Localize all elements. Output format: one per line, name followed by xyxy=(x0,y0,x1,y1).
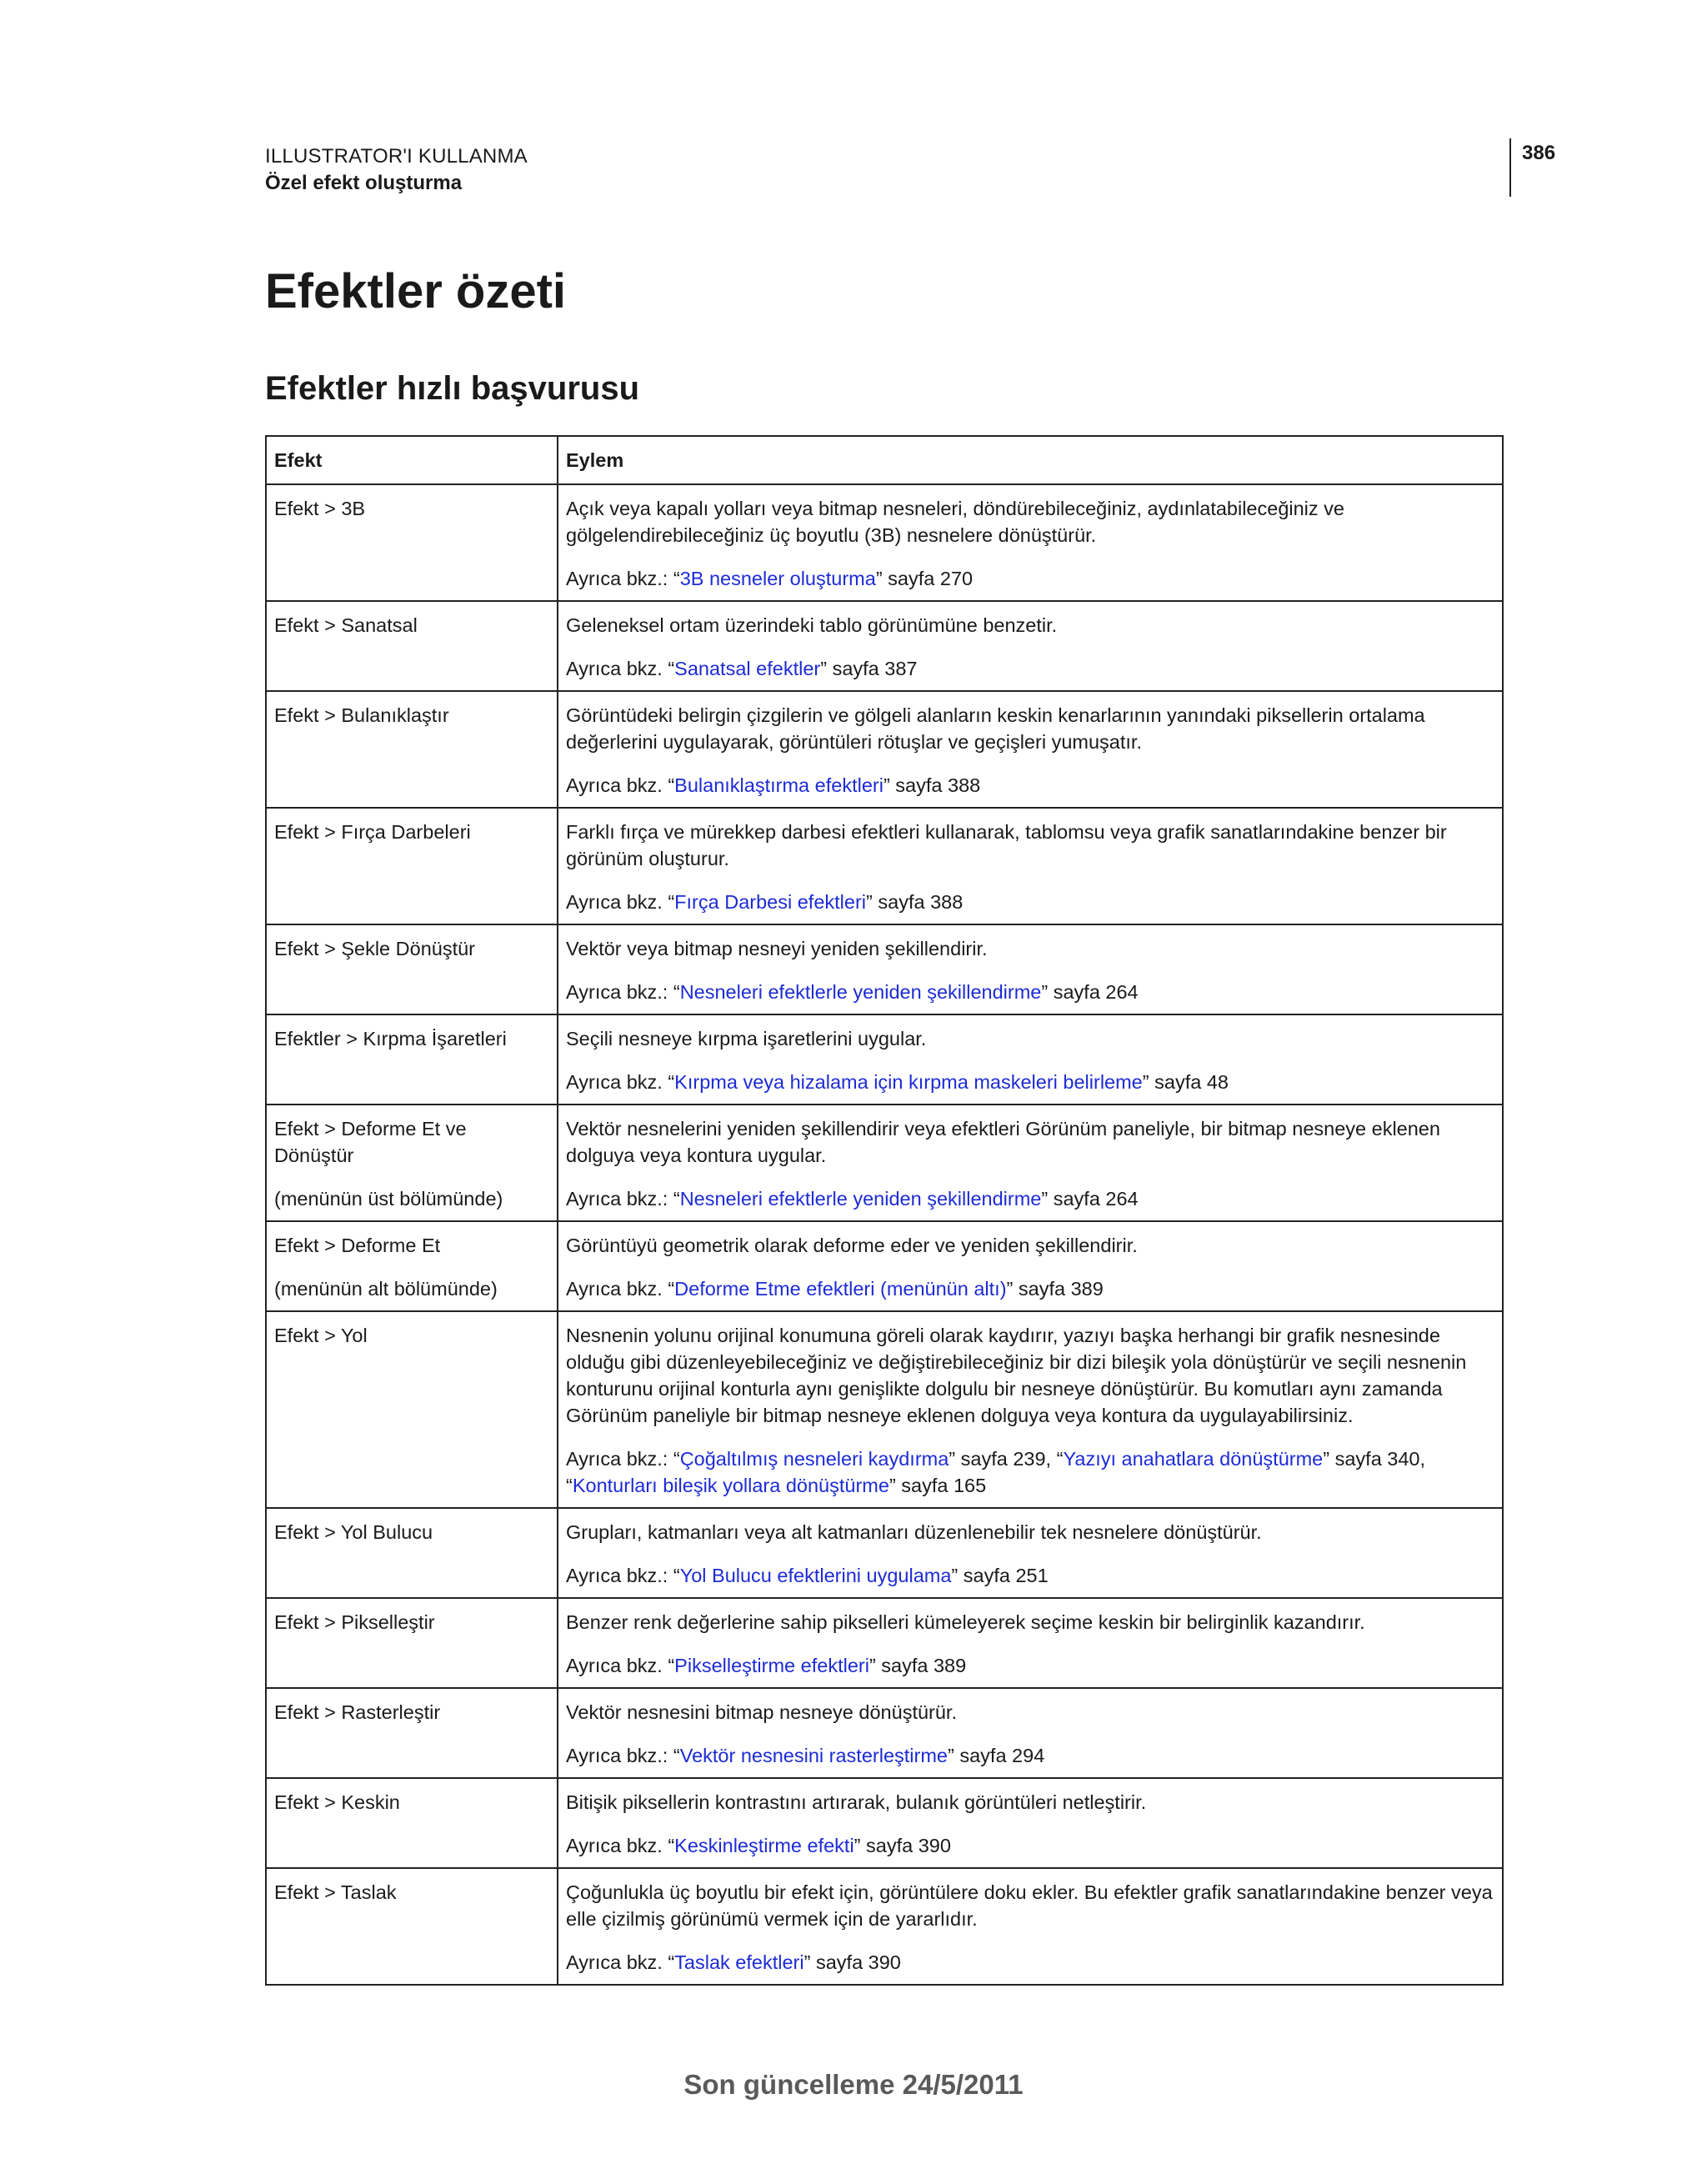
action-cell xyxy=(558,1688,1503,1778)
effect-menu-path: Efekt > Yol xyxy=(274,1325,368,1346)
chapter-title: Özel efekt oluşturma xyxy=(265,172,463,194)
action-description: Vektör nesnesini bitmap nesneye dönüştürür. xyxy=(566,1701,957,1723)
see-also-text: ” sayfa 390 xyxy=(803,1951,901,1973)
table-row xyxy=(266,1221,1503,1311)
action-description: Açık veya kapalı yolları veya bitmap nesneleri, döndürebileceğiniz, aydınlatabileceğiniz ve gölgelendirebileceğiniz üç boyutlu (3B) nesnelere dönüştürür. xyxy=(566,498,1344,546)
see-also-text: ” sayfa 389 xyxy=(869,1655,967,1676)
table-row xyxy=(266,484,1503,601)
document-title: ILLUSTRATOR'I KULLANMA xyxy=(265,145,528,168)
column-header-action: Eylem xyxy=(558,436,1503,484)
cross-reference-link[interactable]: Fırça Darbesi efektleri xyxy=(674,891,867,913)
effect-menu-path: Efektler > Kırpma İşaretleri xyxy=(274,1028,507,1049)
action-description: Geleneksel ortam üzerindeki tablo görünümüne benzetir. xyxy=(566,614,1058,636)
action-description: Vektör nesnelerini yeniden şekillendirir veya efektleri Görünüm paneliyle, bir bitmap nesneye eklenen dolguya veya kontura uygular. xyxy=(566,1118,1440,1166)
see-also-text: Ayrıca bkz. “ xyxy=(566,1278,675,1300)
page-number: 386 xyxy=(1522,142,1556,164)
effect-cell xyxy=(266,1014,558,1105)
cross-reference-link[interactable]: Kırpma veya hizalama için kırpma maskeleri belirleme xyxy=(674,1071,1143,1093)
action-cell xyxy=(558,1221,1503,1311)
see-also-text: Ayrıca bkz.: “ xyxy=(566,1448,680,1470)
column-header-effect: Efekt xyxy=(266,436,558,484)
table-row xyxy=(266,1014,1503,1105)
action-cell xyxy=(558,601,1503,691)
action-cell xyxy=(558,1508,1503,1598)
effect-cell xyxy=(266,924,558,1014)
see-also-text: ” sayfa 388 xyxy=(866,891,964,913)
see-also xyxy=(566,1652,1494,1679)
table-header-row xyxy=(266,436,1503,484)
see-also xyxy=(566,1275,1494,1302)
action-cell xyxy=(558,1598,1503,1688)
see-also-text: Ayrıca bkz. “ xyxy=(566,1655,675,1676)
see-also-text: ” sayfa 165 xyxy=(889,1475,987,1496)
table-row xyxy=(266,1598,1503,1688)
effect-menu-path: Efekt > Keskin xyxy=(274,1791,400,1813)
action-cell xyxy=(558,1014,1503,1105)
see-also-text: ” sayfa 270 xyxy=(875,568,974,589)
table-row xyxy=(266,1311,1503,1508)
effect-cell xyxy=(266,1868,558,1985)
effect-cell xyxy=(266,1778,558,1868)
cross-reference-link[interactable]: Vektör nesnesini rasterleştirme xyxy=(679,1745,948,1766)
action-description: Çoğunlukla üç boyutlu bir efekt için, görüntülere doku ekler. Bu efektler grafik sanatlarındakine benzer veya elle çizilmiş görünümü vermek için de yararlıdır. xyxy=(566,1881,1493,1930)
see-also-text: Ayrıca bkz.: “ xyxy=(566,1188,680,1210)
see-also xyxy=(566,1562,1494,1589)
action-description: Bitişik piksellerin kontrastını artırarak, bulanık görüntüleri netleştirir. xyxy=(566,1791,1147,1813)
action-cell xyxy=(558,484,1503,601)
page-heading: Efektler özeti xyxy=(265,264,566,318)
action-cell xyxy=(558,1868,1503,1985)
effect-cell xyxy=(266,691,558,808)
action-description: Nesnenin yolunu orijinal konumuna göreli olarak kaydırır, yazıyı başka herhangi bir grafik nesnesinde olduğu gibi düzenleyebileceğiniz ve değiştirebileceğiniz bir dizi bileşik yola dönüştürür ve seçili nesnenin konturunu orijinal konturla aynı genişlikte dolgulu bir nesneye dönüştürür. Bu komutları aynı zamanda Görünüm paneliyle bir bitmap nesneye eklenen dolguya veya kontura da uygulayabilirsiniz. xyxy=(566,1325,1467,1426)
cross-reference-link[interactable]: Nesneleri efektlerle yeniden şekillendirme xyxy=(679,1188,1042,1210)
action-description: Seçili nesneye kırpma işaretlerini uygular. xyxy=(566,1028,927,1049)
see-also xyxy=(566,655,1494,682)
see-also-text: ” sayfa 251 xyxy=(951,1565,1049,1586)
see-also-text: Ayrıca bkz.: “ xyxy=(566,1745,680,1766)
effect-menu-path: Efekt > Fırça Darbeleri xyxy=(274,821,471,843)
effect-cell xyxy=(266,1311,558,1508)
table-row xyxy=(266,1778,1503,1868)
table-row xyxy=(266,1868,1503,1985)
effect-cell xyxy=(266,1221,558,1311)
effect-cell xyxy=(266,1105,558,1221)
effect-cell xyxy=(266,601,558,691)
cross-reference-link[interactable]: Konturları bileşik yollara dönüştürme xyxy=(572,1475,889,1496)
see-also-text: ” sayfa 48 xyxy=(1142,1071,1229,1093)
section-heading: Efektler hızlı başvurusu xyxy=(265,370,640,407)
table-row xyxy=(266,601,1503,691)
effect-cell xyxy=(266,484,558,601)
see-also xyxy=(566,1742,1494,1769)
cross-reference-link[interactable]: Pikselleştirme efektleri xyxy=(674,1655,869,1676)
action-description: Görüntüdeki belirgin çizgilerin ve gölgeli alanların keskin kenarlarının yanındaki piksellerin ortalama değerlerini uygulayarak, görüntüleri rötuşlar ve geçişleri yumuşatır. xyxy=(566,704,1425,753)
action-cell xyxy=(558,1778,1503,1868)
cross-reference-link[interactable]: Taslak efektleri xyxy=(674,1951,804,1973)
effect-menu-path: Efekt > Şekle Dönüştür xyxy=(274,938,476,959)
see-also-text: ” sayfa 340, “ xyxy=(566,1448,1426,1496)
see-also-text: Ayrıca bkz. “ xyxy=(566,658,675,679)
cross-reference-link[interactable]: 3B nesneler oluşturma xyxy=(679,568,876,589)
table-row xyxy=(266,691,1503,808)
see-also-text: Ayrıca bkz. “ xyxy=(566,1071,675,1093)
effect-menu-path: Efekt > Taslak xyxy=(274,1881,397,1903)
see-also xyxy=(566,889,1494,915)
table-row xyxy=(266,1105,1503,1221)
action-cell xyxy=(558,1105,1503,1221)
cross-reference-link[interactable]: Çoğaltılmış nesneleri kaydırma xyxy=(679,1448,949,1470)
see-also-text: ” sayfa 387 xyxy=(820,658,918,679)
effect-menu-path: Efekt > Pikselleştir xyxy=(274,1611,435,1633)
see-also xyxy=(566,979,1494,1005)
see-also-text: Ayrıca bkz. “ xyxy=(566,774,675,796)
effect-menu-note: (menünün üst bölümünde) xyxy=(274,1188,503,1210)
see-also xyxy=(566,1949,1494,1976)
effect-menu-path: Efekt > Rasterleştir xyxy=(274,1701,441,1723)
running-header xyxy=(265,143,528,197)
see-also-text: ” sayfa 388 xyxy=(883,774,981,796)
see-also xyxy=(566,1069,1494,1095)
action-cell xyxy=(558,808,1503,924)
effect-menu-path: Efekt > 3B xyxy=(274,498,366,519)
effect-menu-path: Efekt > Bulanıklaştır xyxy=(274,704,449,726)
action-description: Grupları, katmanları veya alt katmanları düzenlenebilir tek nesnelere dönüştürür. xyxy=(566,1521,1262,1543)
action-description: Benzer renk değerlerine sahip pikselleri kümeleyerek seçime keskin bir belirginlik kazandırır. xyxy=(566,1611,1365,1633)
cross-reference-link[interactable]: Yol Bulucu efektlerini uygulama xyxy=(679,1565,952,1586)
see-also-text: ” sayfa 239, “ xyxy=(949,1448,1064,1470)
see-also-text: ” sayfa 264 xyxy=(1041,981,1139,1003)
cross-reference-link[interactable]: Bulanıklaştırma efektleri xyxy=(674,774,884,796)
table-row xyxy=(266,1508,1503,1598)
see-also xyxy=(566,1832,1494,1859)
effect-menu-path: Efekt > Deforme Et ve Dönüştür xyxy=(274,1118,467,1166)
cross-reference-link[interactable]: Nesneleri efektlerle yeniden şekillendirme xyxy=(679,981,1042,1003)
last-updated-footer: Son güncelleme 24/5/2011 xyxy=(683,2069,1024,2100)
see-also-text: Ayrıca bkz.: “ xyxy=(566,1565,680,1586)
cross-reference-link[interactable]: Sanatsal efektler xyxy=(674,658,821,679)
see-also-text: Ayrıca bkz. “ xyxy=(566,891,675,913)
action-cell xyxy=(558,1311,1503,1508)
effect-menu-path: Efekt > Sanatsal xyxy=(274,614,418,636)
effect-cell xyxy=(266,1508,558,1598)
see-also xyxy=(566,1445,1494,1499)
cross-reference-link[interactable]: Yazıyı anahatlara dönüştürme xyxy=(1063,1448,1324,1470)
see-also-text: Ayrıca bkz. “ xyxy=(566,1835,675,1856)
table-row xyxy=(266,808,1503,924)
action-cell xyxy=(558,691,1503,808)
header-divider xyxy=(1509,138,1511,197)
action-description: Vektör veya bitmap nesneyi yeniden şekillendirir. xyxy=(566,938,988,959)
effect-menu-path: Efekt > Deforme Et xyxy=(274,1235,441,1256)
action-description: Görüntüyü geometrik olarak deforme eder ve yeniden şekillendirir. xyxy=(566,1235,1138,1256)
see-also-text: ” sayfa 389 xyxy=(1006,1278,1104,1300)
see-also xyxy=(566,565,1494,592)
see-also-text: Ayrıca bkz. “ xyxy=(566,1951,675,1973)
effects-table xyxy=(265,435,1504,1986)
see-also xyxy=(566,772,1494,799)
cross-reference-link[interactable]: Keskinleştirme efekti xyxy=(674,1835,854,1856)
effect-cell xyxy=(266,808,558,924)
action-cell xyxy=(558,924,1503,1014)
see-also-text: ” sayfa 294 xyxy=(948,1745,1045,1766)
effect-cell xyxy=(266,1688,558,1778)
see-also-text: ” sayfa 264 xyxy=(1041,1188,1139,1210)
see-also-text: ” sayfa 390 xyxy=(854,1835,951,1856)
effect-menu-note: (menünün alt bölümünde) xyxy=(274,1278,498,1300)
table-row xyxy=(266,1688,1503,1778)
effect-cell xyxy=(266,1598,558,1688)
table-row xyxy=(266,924,1503,1014)
action-description: Farklı fırça ve mürekkep darbesi efektleri kullanarak, tablomsu veya grafik sanatlarındakine benzer bir görünüm oluşturur. xyxy=(566,821,1447,869)
see-also-text: Ayrıca bkz.: “ xyxy=(566,981,680,1003)
see-also xyxy=(566,1185,1494,1212)
effect-menu-path: Efekt > Yol Bulucu xyxy=(274,1521,433,1543)
cross-reference-link[interactable]: Deforme Etme efektleri (menünün altı) xyxy=(674,1278,1007,1300)
see-also-text: Ayrıca bkz.: “ xyxy=(566,568,680,589)
